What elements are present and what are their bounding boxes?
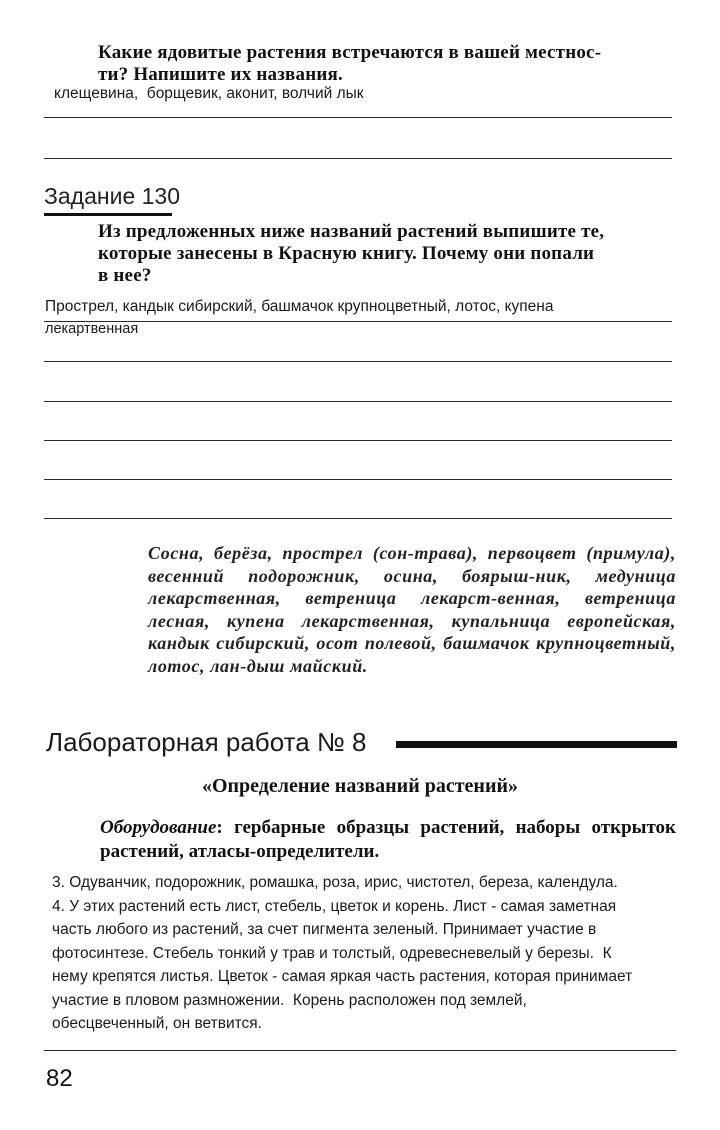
lab-answer-line: участие в пловом размножении. Корень расположен под землей, [52, 991, 527, 1009]
question-line: Из предложенных ниже названий растений выпишите те, [98, 221, 605, 242]
lab-equipment [100, 816, 676, 864]
task-title-underline [44, 213, 172, 216]
lab-subtitle: «Определение названий растений» [201, 775, 519, 797]
task-answer-line: Прострел, кандык сибирский, башмачок крупноцветный, лотос, купена [45, 298, 554, 315]
question-line: которые занесены в Красную книгу. Почему они попали [98, 243, 595, 264]
equipment-text: : гербарные образцы растений, наборы открыток растений, атласы-определители. [100, 817, 676, 862]
answer-rule [44, 321, 672, 322]
lab-answer-line: обесцвеченный, он ветвится. [52, 1015, 262, 1032]
answer-rule [44, 158, 672, 159]
lab-answer-line: нему крепятся листья. Цветок - самая яркая часть растения, которая принимает [52, 968, 633, 985]
lab-answer [52, 871, 716, 1036]
lab-answer-line: 3. Одуванчик, подорожник, ромашка, роза, ирис, чистотел, береза, календула. [52, 874, 618, 891]
lab-title: Лабораторная работа № 8 [46, 727, 367, 757]
page-number: 82 [46, 1065, 73, 1092]
question-line: в нее? [98, 265, 152, 286]
question-poisonous-plants [98, 42, 678, 86]
plant-list: Сосна, берёза, прострел (сон-трава), первоцвет (примула), весенний подорожник, осина, боярыш-ник, медуница лекарственная, ветреница лекарст-венная, ветреница лесная, купена лекарственная, купальница европейская, кандык сибирский, осот полевой, башмачок крупноцветный, лотос, лан-дыш майский. [148, 543, 676, 676]
lab-answer-line: часть любого из растений, за счет пигмента зеленый. Принимает участие в [52, 921, 597, 938]
answer-rule [44, 479, 672, 480]
answer-rule [44, 518, 672, 519]
task-answer-line: лекартвенная [45, 321, 139, 337]
question-line: Какие ядовитые растения встречаются в вашей местнос- [98, 42, 602, 63]
answer-rule [44, 440, 672, 441]
lab-answer-line: фотосинтезе. Стебель тонкий у трав и толстый, одревесневелый у березы. К [52, 944, 612, 962]
page-bottom-rule [44, 1050, 676, 1051]
equipment-label: Оборудование [100, 817, 217, 838]
task-title: Задание 130 [44, 183, 181, 209]
task-question [98, 221, 678, 287]
answer-poisonous-plants: клещевина, борщевик, аконит, волчий лык [54, 85, 364, 102]
answer-rule [44, 117, 672, 118]
answer-rule [44, 361, 672, 362]
answer-rule [44, 401, 672, 402]
lab-title-bar [396, 741, 677, 748]
lab-answer-line: 4. У этих растений есть лист, стебель, цветок и корень. Лист - самая заметная [52, 897, 617, 915]
question-line: ти? Напишите их названия. [98, 64, 343, 85]
